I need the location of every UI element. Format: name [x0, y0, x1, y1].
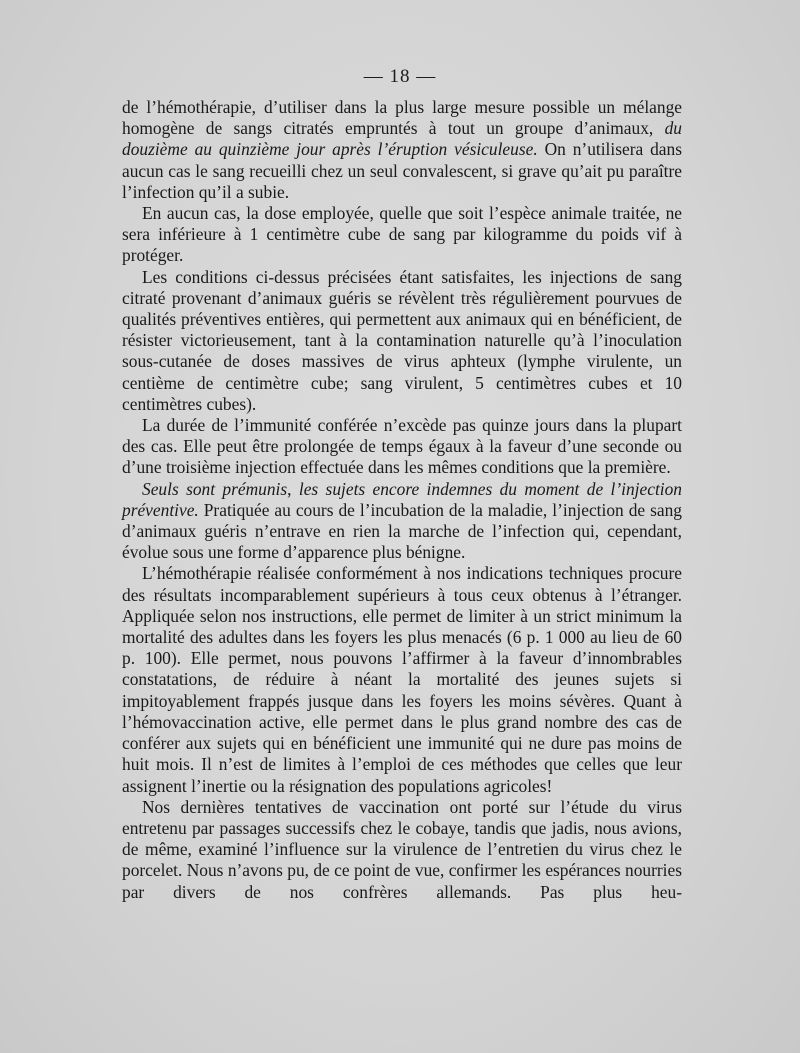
paragraph-1 [122, 97, 682, 203]
paragraph-7: Nos dernières tentatives de vaccination ont porté sur l’étude du virus entretenu par passages successifs chez le cobaye, tandis que jadis, nous avions, de même, examiné l’influence sur la virulence de l’entretien du virus chez le porcelet. Nous n’avons pu, de ce point de vue, confirmer les espérances nourries par divers de nos confrères allemands. Pas plus heu- [122, 796, 682, 902]
paragraph-1-text-c: On n’utilisera dans aucun cas le sang recueilli chez un seul convalescent, si grave qu’ait pu paraître l’infection qu’il a subie. [122, 139, 682, 202]
paragraph-3: Les conditions ci-dessus précisées étant satisfaites, les injections de sang citraté provenant d’animaux guéris se révèlent très régulièrement pourvues de qualités préventives entières, qui permettent aux animaux qui en bénéficient, de résister victorieusement, tant à la contamination naturelle qu’à l’inoculation sous-cutanée de doses massives de virus aphteux (lymphe virulente, un centième de centimètre cube; sang virulent, 5 centimètres cubes et 10 centimètres cubes). [122, 266, 682, 414]
page-number: — 18 — [363, 66, 437, 87]
body-text [122, 97, 682, 903]
paragraph-5-text-d: Pratiquée au cours de l’incubation de la maladie, l’injection de sang d’animaux guéris n’entrave en rien la marche de l’infection qui, cependant, évolue sous une forme d’apparence plus bénigne. [122, 499, 682, 563]
paragraph-1-italic: du douzième au quinzième jour après l’éruption vésiculeuse. [122, 118, 682, 160]
paragraph-6: L’hémothérapie réalisée conformément à nos indications techniques procure des résultats incomparablement supérieurs à tous ceux obtenus à l’étranger. Appliquée selon nos instructions, elle permet de limiter à un strict minimum la mortalité des adultes dans les foyers les plus menacés (6 p. 1 000 au lieu de 60 p. 100). Elle permet, nous pouvons l’affirmer à la faveur d’innombrables constatations, de réduire à néant la mortalité des jeunes sujets si impitoyablement frappés jusque dans les foyers les moins sévères. Quant à l’hémovaccination active, elle permet dans le plus grand nombre des cas de conférer aux sujets qui en bénéficient une immunité qui ne dure pas moins de huit mois. Il n’est de limites à l’emploi de ces méthodes que celles que leur assignent l’inertie ou la résignation des populations agricoles! [122, 563, 682, 796]
paragraph-5-italic-a: Seuls sont prémunis [142, 478, 288, 499]
paragraph-5 [122, 479, 682, 564]
paragraph-2: En aucun cas, la dose employée, quelle que soit l’espèce animale traitée, ne sera inférieure à 1 centimètre cube de sang par kilogramme du poids vif à protéger. [122, 203, 682, 266]
paragraph-1-text-a: de l’hémothérapie, d’utiliser dans la plus large mesure possible un mélange homogène de sangs citratés empruntés à tout un groupe d’animaux, [122, 97, 682, 139]
paragraph-5-comma: , [287, 478, 299, 499]
paragraph-4: La durée de l’immunité conférée n’excède pas quinze jours dans la plupart des cas. Elle peut être prolongée de temps égaux à la faveur d’une seconde ou d’une troisième injection effectuée dans les mêmes conditions que la première. [122, 415, 682, 478]
paragraph-5-italic-c: les sujets encore indemnes du moment de l’injection préventive. [122, 478, 682, 520]
